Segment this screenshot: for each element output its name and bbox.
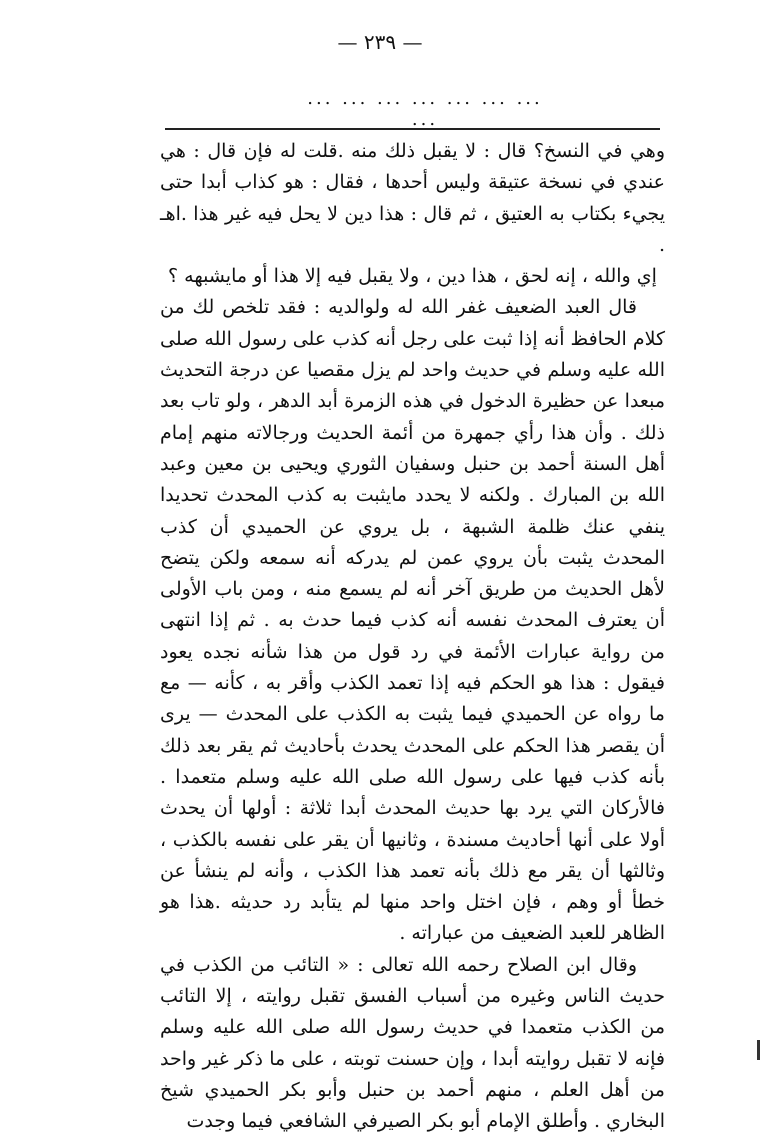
header-rule — [165, 128, 660, 130]
paragraph-4: وقال ابن الصلاح رحمه الله تعالى : « التائب من الكذب في حديث الناس وغيره من أسباب الفسق تقبل روايته ، إلا التائب من الكذب متعمدا في حديث رسول الله صلى الله عليه وسلم فإنه لا تقبل روايته أبدا ، وإن حسنت توبته ، على ما ذكر غير واحد من أهل العلم ، منهم أحمد بن حنبل وأبو بكر الحميدي شيخ البخاري . وأطلق الإمام أبو بكر الصيرفي الشافعي فيما وجدت — [160, 953, 665, 1133]
paragraph-2: إي والله ، إنه لحق ، هذا دين ، ولا يقبل فيه إلا هذا أو مايشبهه ؟ — [168, 265, 657, 288]
separator-dots: ... ... ... ... ... ... ... ... — [307, 88, 543, 130]
body-text — [160, 136, 665, 1138]
page-number: — ٢٣٩ — — [337, 30, 423, 54]
paragraph-3: قال العبد الضعيف غفر الله له ولوالديه : فقد تلخص لك من كلام الحافظ أنه إذا ثبت على رجل أنه كذب على رسول الله صلى الله عليه وسلم في حديث واحد لم يزل مقصيا عن درجة التحديث مبعدا عن حظيرة الدخول في هذه الزمرة أبد الدهر ، ولو تاب بعد ذلك . وأن هذا رأي جمهرة من أئمة الحديث ورجالاته منهم إمام أهل السنة أحمد بن حنبل وسفيان الثوري ويحيى بن معين وعبد الله بن المبارك . ولكنه لا يحدد مايثبت به كذب المحدث تحديدا ينفي عنك ظلمة الشبهة ، بل يروي عن الحميدي أن كذب المحدث يثبت بأن يروي عمن لم يدركه أنه سمعه ولكن يتضح لأهل الحديث من طريق آخر أنه لم يسمع منه ، ومن باب الأولى أن يعترف المحدث نفسه أنه كذب فيما حدث به . ثم إذا انتهى من رواية عبارات الأئمة في رد قول من هذا شأنه نجده يعود فيقول : هذا هو الحكم فيه إذا تعمد الكذب وأقر به ، كأنه — مع ما رواه عن الحميدي فيما يثبت به الكذب على المحدث — يرى أن يقصر هذا الحكم على المحدث يحدث بأحاديث ثم يقر بعد ذلك بأنه كذب فيها على رسول الله صلى الله عليه وسلم متعمدا . فالأركان التي يرد بها حديث المحدث أبدا ثلاثة : أولها أن يحدث أولا على أنها أحاديث مسندة ، وثانيها أن يقر على نفسه بالكذب ، وثالثها أن يقر مع ذلك بأنه تعمد هذا الكذب ، وأنه لم ينشأ عن خطأ أو وهم ، فإن اختل واحد منها لم يتأبد رد حديثه .هذا هو الظاهر للعبد الضعيف من عباراته . — [160, 296, 665, 945]
paragraph-1: وهي في النسخ؟ قال : لا يقبل ذلك منه .قلت له فإن قال : هي عندي في نسخة عتيقة وليس أحدها ، فقال : هو كذاب أبدا حتى يجيء بكتاب به العتيق ، ثم قال : هذا دين لا يحل فيه غير هذا .اهـ . — [160, 140, 665, 256]
